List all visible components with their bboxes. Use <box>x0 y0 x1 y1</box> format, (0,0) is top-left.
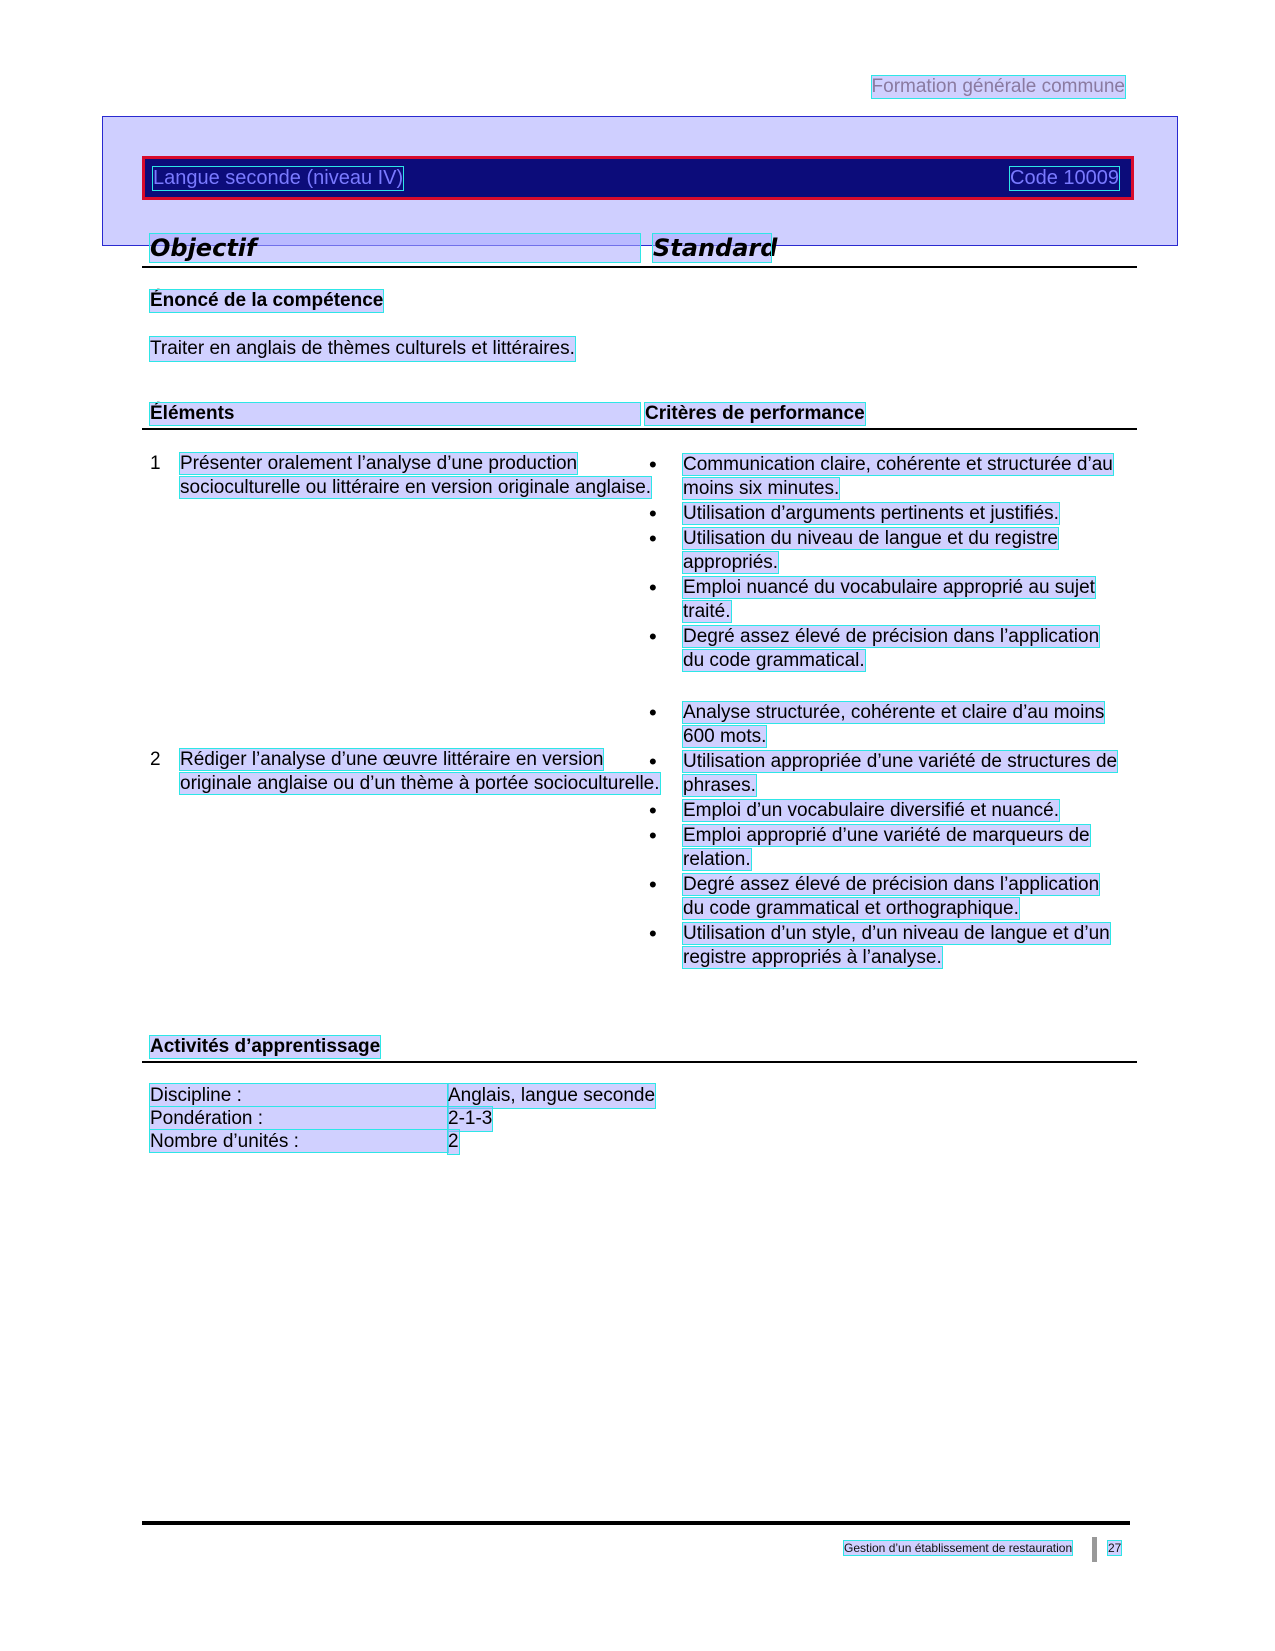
criteria-list-2 <box>645 701 1120 971</box>
column-titles <box>150 234 1140 262</box>
page-number: 27 <box>1108 1541 1122 1555</box>
criterion <box>645 502 1120 526</box>
ponderation-value: 2-1-3 <box>448 1108 493 1129</box>
criterion-text: Utilisation d’arguments pertinents et justifiés. <box>683 503 1059 524</box>
criterion <box>645 701 1120 749</box>
criteria-list-1 <box>645 453 1120 674</box>
criterion-text: Degré assez élevé de précision dans l’application du code grammatical. <box>683 626 1100 671</box>
element-number: 1 <box>150 453 161 474</box>
table-header-rule <box>142 428 1137 430</box>
discipline-value: Anglais, langue seconde <box>448 1085 656 1106</box>
element-2 <box>150 748 670 796</box>
criterion <box>645 453 1120 501</box>
criterion-text: Emploi d’un vocabulaire diversifié et nuancé. <box>683 800 1059 821</box>
standard-title: Standard <box>653 234 778 262</box>
criterion <box>645 799 1120 823</box>
activities-heading: Activités d’apprentissage <box>150 1036 381 1057</box>
course-title-bar <box>142 156 1134 200</box>
running-header: Formation générale commune <box>871 76 1125 97</box>
criterion <box>645 625 1120 673</box>
criterion <box>645 750 1120 798</box>
competence-text: Traiter en anglais de thèmes culturels et littéraires. <box>150 338 575 359</box>
discipline-label: Discipline : <box>150 1084 448 1106</box>
criterion <box>645 873 1120 921</box>
activities-rule <box>142 1061 1137 1063</box>
course-code: Code 10009 <box>1010 166 1119 189</box>
criterion-text: Analyse structurée, cohérente et claire d’au moins 600 mots. <box>683 702 1105 747</box>
criterion <box>645 922 1120 970</box>
criterion-text: Utilisation appropriée d’une variété de structures de phrases. <box>683 751 1118 796</box>
units-label: Nombre d’unités : <box>150 1130 448 1152</box>
criterion-text: Utilisation d’un style, d’un niveau de langue et d’un registre appropriés à l’analyse. <box>683 923 1110 968</box>
criterion-text: Degré assez élevé de précision dans l’application du code grammatical et orthographique. <box>683 874 1100 919</box>
element-1 <box>150 452 670 500</box>
criterion <box>645 824 1120 872</box>
ponderation-label: Pondération : <box>150 1107 448 1129</box>
competence-heading: Énoncé de la compétence <box>150 290 384 311</box>
criterion <box>645 527 1120 575</box>
footer-program: Gestion d’un établissement de restauration <box>844 1541 1073 1555</box>
header-rule <box>142 266 1137 268</box>
element-number: 2 <box>150 749 161 770</box>
objective-title: Objectif <box>150 234 640 262</box>
criterion-text: Emploi approprié d’une variété de marqueurs de relation. <box>683 825 1090 870</box>
elements-header: Éléments <box>150 403 640 425</box>
footer-rule <box>142 1521 1130 1525</box>
criterion <box>645 576 1120 624</box>
units-value: 2 <box>448 1131 459 1152</box>
page-separator <box>1092 1537 1097 1562</box>
criterion-text: Emploi nuancé du vocabulaire approprié au sujet traité. <box>683 577 1095 622</box>
element-text: Rédiger l’analyse d’une œuvre littéraire en version originale anglaise ou d’un thème à portée socioculturelle. <box>180 749 660 794</box>
criteria-header: Critères de performance <box>645 403 865 424</box>
criterion-text: Utilisation du niveau de langue et du registre appropriés. <box>683 528 1058 573</box>
criterion-text: Communication claire, cohérente et structurée d’au moins six minutes. <box>683 454 1113 499</box>
course-title: Langue seconde (niveau IV) <box>153 166 404 189</box>
element-text: Présenter oralement l’analyse d’une production socioculturelle ou littéraire en version originale anglaise. <box>180 453 652 498</box>
